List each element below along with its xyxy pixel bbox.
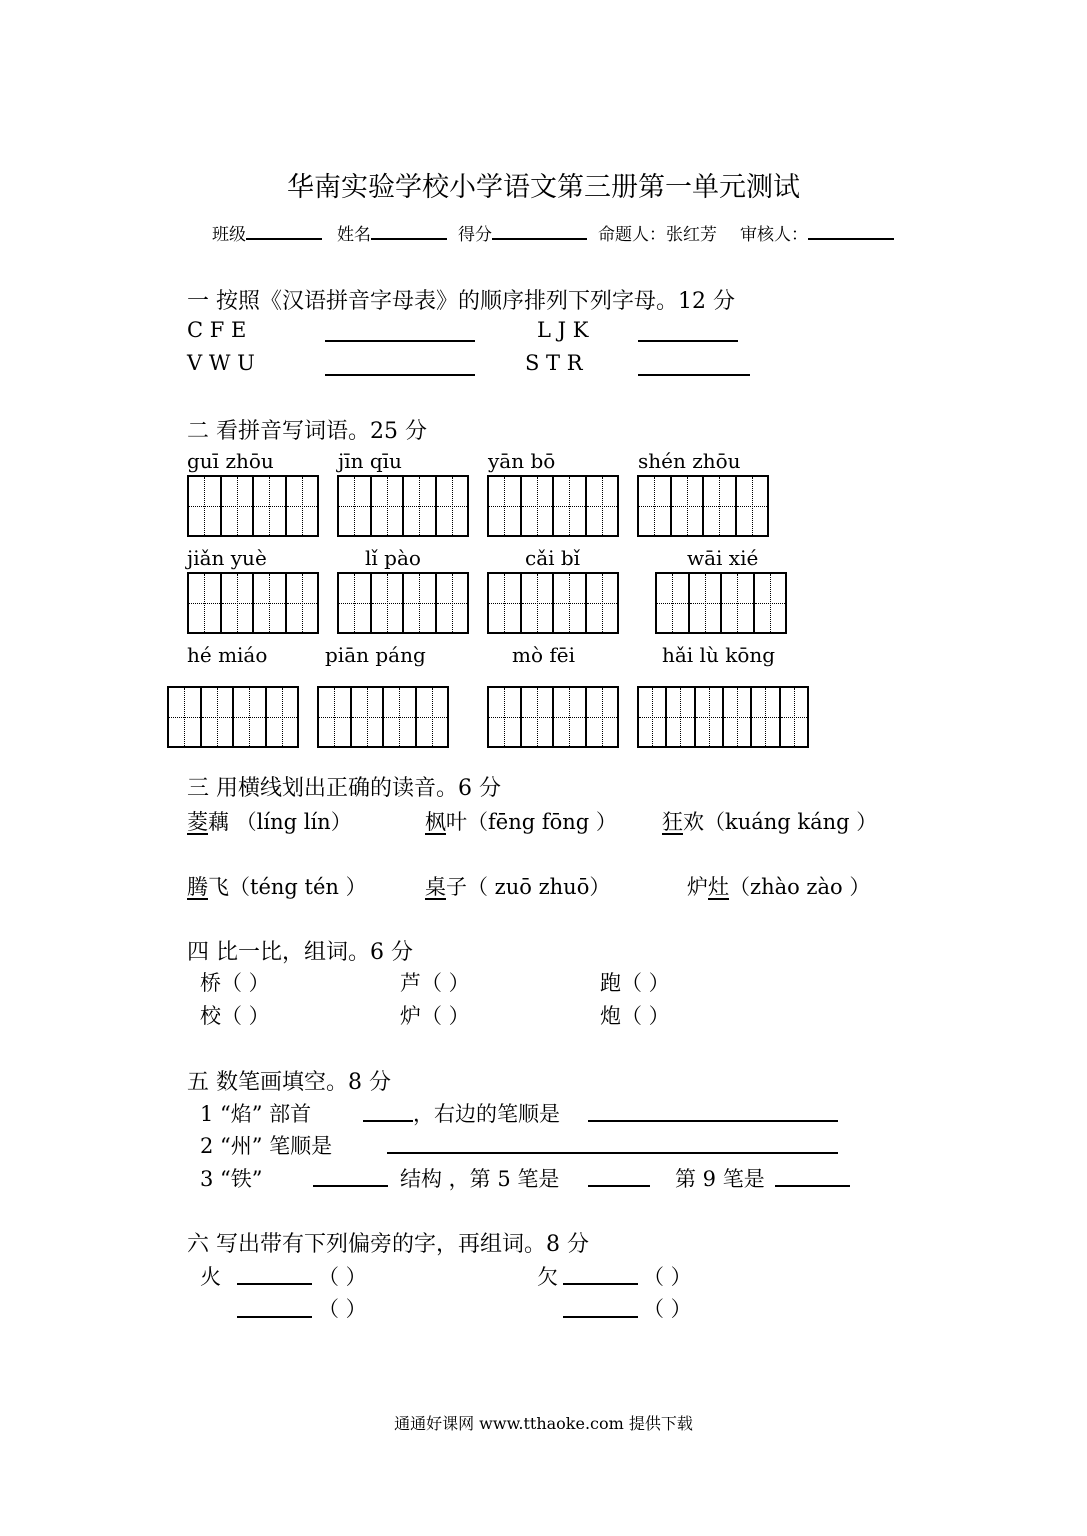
- q1-answer-line-2[interactable]: [638, 340, 738, 342]
- writing-grid[interactable]: [337, 475, 469, 537]
- q3-item: 枫叶（fēng fōng ）: [425, 810, 617, 834]
- pinyin-label: jīn qīu: [338, 449, 402, 473]
- q3-item: 菱藕 （líng lín）: [187, 810, 352, 834]
- q5-blank[interactable]: [313, 1185, 388, 1187]
- q1-heading: 一 按照《汉语拼音字母表》的顺序排列下列字母。12 分: [187, 289, 735, 314]
- q6-paren[interactable]: （ ）: [318, 1265, 367, 1289]
- q6-paren[interactable]: （ ）: [318, 1297, 367, 1321]
- writing-grid[interactable]: [655, 572, 787, 634]
- pinyin-label: hǎi lù kōng: [662, 643, 776, 667]
- writing-grid[interactable]: [487, 572, 619, 634]
- q5-blank[interactable]: [363, 1120, 413, 1122]
- q6-heading: 六 写出带有下列偏旁的字，再组词。8 分: [187, 1232, 589, 1257]
- q5-line-2: 2 “州” 笔顺是: [200, 1134, 333, 1158]
- pinyin-label: lǐ pào: [365, 546, 421, 570]
- writing-grid[interactable]: [187, 572, 319, 634]
- q3-item: 狂欢（kuáng káng ）: [662, 810, 878, 834]
- q4-item[interactable]: 炮（ ）: [600, 1004, 670, 1028]
- class-blank[interactable]: [246, 220, 322, 240]
- class-label: 班级: [212, 225, 246, 245]
- q1-answer-line-4[interactable]: [638, 374, 750, 376]
- q3-item: 腾飞（téng tén ）: [187, 875, 367, 899]
- q5-line-3c: 第 9 笔是: [675, 1167, 765, 1191]
- writing-grid[interactable]: [337, 572, 469, 634]
- reviewer-blank[interactable]: [808, 220, 894, 240]
- q4-item[interactable]: 桥（ ）: [200, 971, 270, 995]
- pinyin-label: piān páng: [325, 643, 426, 667]
- q4-item[interactable]: 校（ ）: [200, 1004, 270, 1028]
- writing-grid[interactable]: [637, 686, 809, 748]
- writing-grid[interactable]: [487, 475, 619, 537]
- page-title: 华南实验学校小学语文第三册第一单元测试: [287, 172, 800, 203]
- q1-answer-line-3[interactable]: [325, 374, 475, 376]
- q5-blank[interactable]: [588, 1120, 838, 1122]
- q2-heading: 二 看拼音写词语。25 分: [187, 419, 427, 444]
- q6-blank[interactable]: [563, 1316, 638, 1318]
- writing-grid[interactable]: [167, 686, 299, 748]
- q6-blank[interactable]: [237, 1283, 312, 1285]
- pinyin-label: guī zhōu: [187, 449, 274, 473]
- score-blank[interactable]: [492, 220, 587, 240]
- score-label: 得分: [458, 225, 492, 245]
- pinyin-label: jiǎn yuè: [187, 546, 267, 570]
- q4-item[interactable]: 炉（ ）: [400, 1004, 470, 1028]
- pinyin-label: yān bō: [488, 449, 556, 473]
- q1-letters-1: C F E: [187, 318, 247, 342]
- q6-blank[interactable]: [563, 1283, 638, 1285]
- q1-answer-line-1[interactable]: [325, 340, 475, 342]
- reviewer-field: [740, 220, 894, 245]
- q3-item: 桌子（ zuō zhuō）: [425, 875, 611, 899]
- footer-text: 通通好课网 www.tthaoke.com 提供下载: [394, 1414, 693, 1433]
- score-field: [458, 220, 587, 245]
- q1-letters-3: V W U: [187, 351, 255, 375]
- class-field: [212, 220, 322, 245]
- q4-heading: 四 比一比，组词。6 分: [187, 940, 413, 965]
- q6-radical: 欠: [537, 1265, 558, 1289]
- q6-radical: 火: [200, 1265, 221, 1289]
- q4-item[interactable]: 芦（ ）: [400, 971, 470, 995]
- name-label: 姓名: [337, 225, 371, 245]
- q5-blank[interactable]: [775, 1185, 850, 1187]
- q5-line-3a: 3 “铁”: [200, 1167, 263, 1191]
- q5-blank[interactable]: [588, 1185, 650, 1187]
- q6-paren[interactable]: （ ）: [643, 1265, 692, 1289]
- writing-grid[interactable]: [487, 686, 619, 748]
- pinyin-label: wāi xié: [687, 546, 759, 570]
- q5-line-1a: 1 “焰” 部首: [200, 1102, 312, 1126]
- reviewer-label: 审核人：: [740, 225, 808, 245]
- author-label: 命题人：张红芳: [598, 225, 717, 245]
- writing-grid[interactable]: [637, 475, 769, 537]
- name-blank[interactable]: [371, 220, 447, 240]
- writing-grid[interactable]: [187, 475, 319, 537]
- q5-line-1b: ，右边的笔顺是: [413, 1102, 560, 1126]
- q1-letters-4: S T R: [525, 351, 583, 375]
- pinyin-label: cǎi bǐ: [525, 546, 581, 570]
- q3-item: 炉灶（zhào zào ）: [687, 875, 871, 899]
- q6-paren[interactable]: （ ）: [643, 1297, 692, 1321]
- q4-item[interactable]: 跑（ ）: [600, 971, 670, 995]
- q5-line-3b: 结构 ，第 5 笔是: [400, 1167, 560, 1191]
- writing-grid[interactable]: [317, 686, 449, 748]
- q5-heading: 五 数笔画填空。8 分: [187, 1070, 391, 1095]
- q3-heading: 三 用横线划出正确的读音。6 分: [187, 776, 501, 801]
- pinyin-label: mò fēi: [512, 643, 575, 667]
- name-field: [337, 220, 447, 245]
- q6-blank[interactable]: [237, 1316, 312, 1318]
- pinyin-label: shén zhōu: [638, 449, 741, 473]
- q5-blank[interactable]: [387, 1152, 838, 1154]
- q1-letters-2: L J K: [537, 318, 589, 342]
- pinyin-label: hé miáo: [187, 643, 268, 667]
